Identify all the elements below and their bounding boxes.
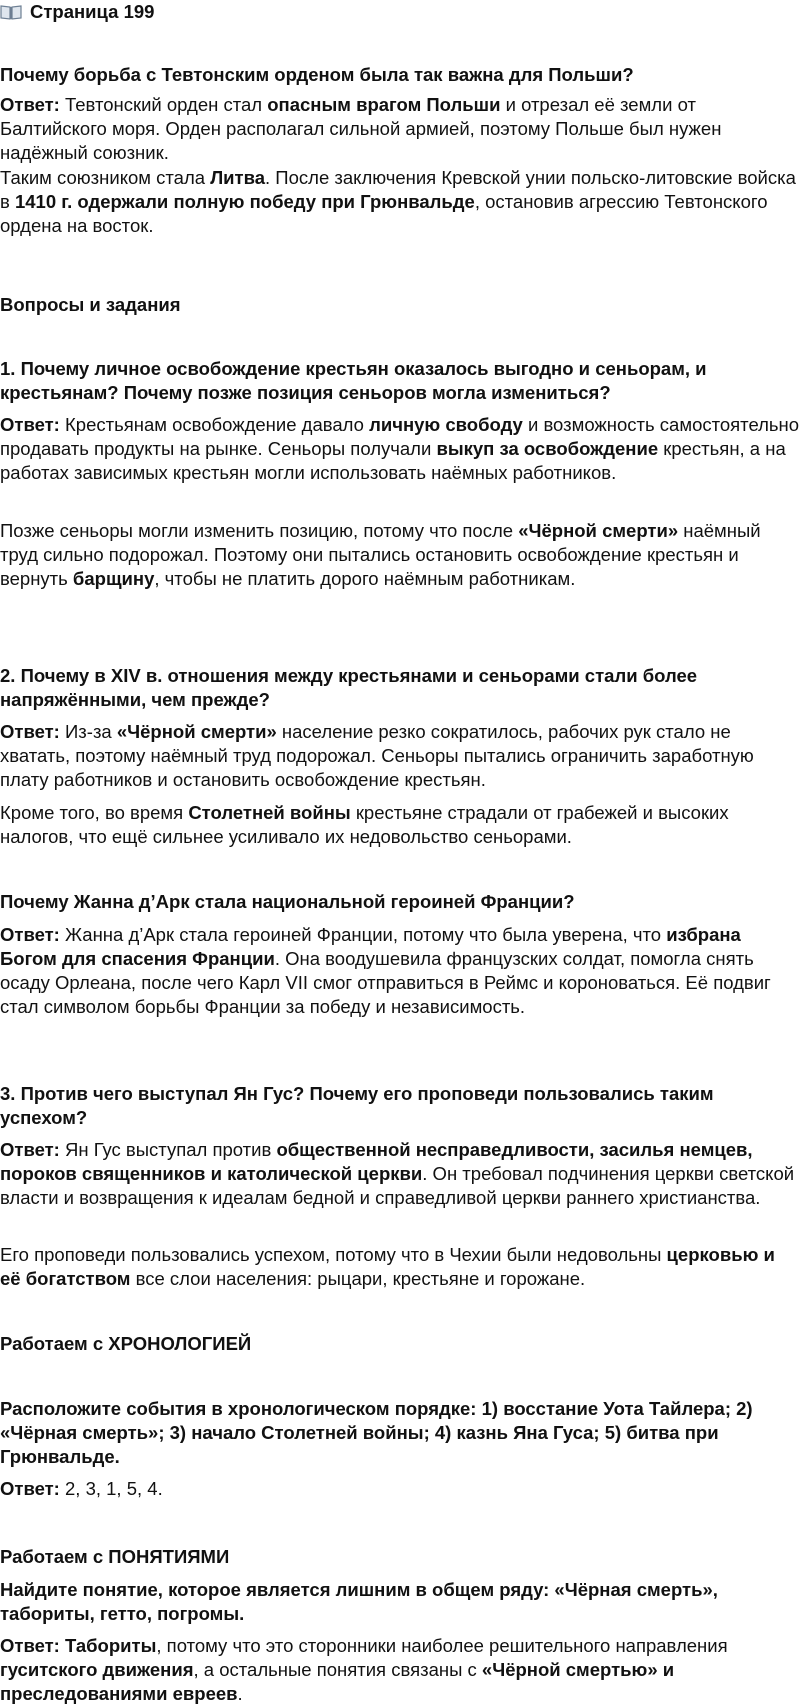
answer-chronology: Ответ: 2, 3, 1, 5, 4. bbox=[0, 1478, 163, 1499]
question-concepts: Найдите понятие, которое является лишним в общем ряду: «Чёрная смерть», табориты, гетто, погромы. bbox=[0, 1579, 718, 1624]
answer-1-p1: Ответ: Крестьянам освобождение давало личную свободу и возможность самостоятельно продавать продукты на рынке. Сеньоры получали выкуп за освобождение крестьян, а на работах зависимых крестьян могли использовать наёмных работников. bbox=[0, 414, 800, 483]
answer-2-p2: Кроме того, во время Столетней войны крестьяне страдали от грабежей и высоких налогов, что ещё сильнее усиливало их недовольство сеньорами. bbox=[0, 802, 729, 847]
answer-label: Ответ: bbox=[0, 94, 60, 115]
answer-concepts: Ответ: Табориты, потому что это сторонники наиболее решительного направления гуситского движения, а остальные понятия связаны с «Чёрной смертью» и преследованиями евреев. bbox=[0, 1635, 728, 1704]
answer-label: Ответ: bbox=[0, 721, 60, 742]
answer-3-p2: Его проповеди пользовались успехом, потому что в Чехии были недовольны церковью и её богатством все слои населения: рыцари, крестьяне и горожане. bbox=[0, 1244, 775, 1289]
page-title-text: Страница 199 bbox=[30, 1, 155, 22]
heading-chronology: Работаем с ХРОНОЛОГИЕЙ bbox=[0, 1333, 252, 1354]
answer-label: Ответ: bbox=[0, 924, 60, 945]
answer-joan-of-arc: Ответ: Жанна д’Арк стала героиней Франции, потому что была уверена, что избрана Богом для спасения Франции. Она воодушевила французских солдат, помогла снять осаду Орлеана, после чего Карл VII смог отправиться в Реймс и короноваться. Её подвиг стал символом борьбы Франции за победу и независимость. bbox=[0, 924, 771, 1017]
heading-questions: Вопросы и задания bbox=[0, 294, 181, 315]
answer-2-p1: Ответ: Из-за «Чёрной смерти» население резко сократилось, рабочих рук стало не хватать, поэтому наёмный труд подорожал. Сеньоры пытались ограничить заработную плату работников и остановить освобождение крестьян. bbox=[0, 721, 754, 790]
question-3: 3. Против чего выступал Ян Гус? Почему его проповеди пользовались таким успехом? bbox=[0, 1083, 714, 1128]
question-chronology: Расположите события в хронологическом порядке: 1) восстание Уота Тайлера; 2) «Чёрная смерть»; 3) начало Столетней войны; 4) казнь Яна Гуса; 5) битва при Грюнвальде. bbox=[0, 1398, 753, 1467]
question-1: 1. Почему личное освобождение крестьян оказалось выгодно и сеньорам, и крестьянам? Почему позже позиция сеньоров могла измениться? bbox=[0, 358, 707, 403]
answer-3-p1: Ответ: Ян Гус выступал против общественной несправедливости, засилья немцев, пороков священников и католической церкви. Он требовал подчинения церкви светской власти и возвращения к идеалам бедной и справедливой церкви раннего христианства. bbox=[0, 1139, 795, 1208]
answer-label: Ответ: bbox=[0, 1635, 60, 1656]
question-joan-of-arc: Почему Жанна д’Арк стала национальной героиней Франции? bbox=[0, 891, 575, 912]
answer-label: Ответ: bbox=[0, 1478, 60, 1499]
answer-teutonic-order-p1: Ответ: Тевтонский орден стал опасным врагом Польши и отрезал её земли от Балтийского моря. Орден располагал сильной армией, поэтому Польше был нужен надёжный союзник. bbox=[0, 94, 722, 163]
answer-label: Ответ: bbox=[0, 414, 60, 435]
answer-1-p2: Позже сеньоры могли изменить позицию, потому что после «Чёрной смерти» наёмный труд сильно подорожал. Поэтому они пытались остановить освобождение крестьян и вернуть барщину, чтобы не платить дорого наёмным работникам. bbox=[0, 520, 761, 589]
answer-teutonic-order-p2: Таким союзником стала Литва. После заключения Кревской унии польско-литовские войска в 1410 г. одержали полную победу при Грюнвальде, остановив агрессию Тевтонского ордена на восток. bbox=[0, 167, 796, 236]
page-title bbox=[0, 0, 800, 24]
heading-concepts: Работаем с ПОНЯТИЯМИ bbox=[0, 1546, 230, 1567]
question-2: 2. Почему в XIV в. отношения между крестьянами и сеньорами стали более напряжёнными, чем прежде? bbox=[0, 665, 698, 710]
question-teutonic-order: Почему борьба с Тевтонским орденом была так важна для Польши? bbox=[0, 64, 634, 85]
open-book-icon bbox=[0, 4, 22, 20]
answer-label: Ответ: bbox=[0, 1139, 60, 1160]
